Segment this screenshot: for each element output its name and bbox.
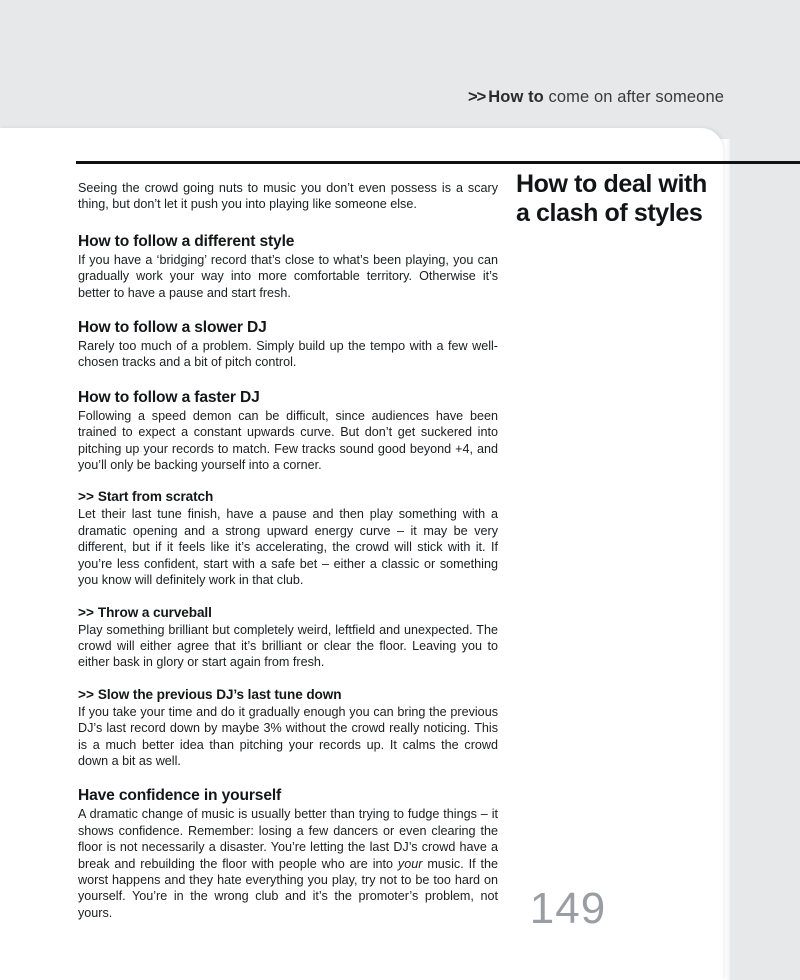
body-throw-a-curveball: Play something brilliant but completely weird, leftfield and unexpected. The crowd will either agree that it’s brilliant or clear the floor. Leaving you to either bask in glory or start again from fresh. [78,622,498,670]
running-header-strong: How to [488,88,544,106]
body-text-part1: A dramatic change of music is usually better than trying to fudge things – it shows confidence. Remember: losing a few dancers or even clearing the floor is not necessarily a disaster. You’re letting the last DJ’s crowd have a break and rebuilding the floor with people who are into [78,807,498,871]
sidebar-column [516,170,716,228]
right-margin-edge-shadow [726,139,730,980]
subheading-slow-previous-dj [78,686,498,703]
running-header-rest: come on after someone [548,88,724,106]
header-grey-band [0,0,800,139]
subheading-throw-a-curveball [78,604,498,621]
heading-have-confidence: Have confidence in yourself [78,787,282,805]
body-start-from-scratch: Let their last tune finish, have a pause and then play something with a dramatic opening and a strong upward energy curve – it may be very different, but if it feels like it’s accelerating, the crowd will stick with it. If you’re less confident, start with a safe bet – either a classic or something you know will definitely work in that club. [78,507,498,588]
subheading-label: Throw a curveball [97,604,212,620]
chevron-marker-icon: >> [78,489,94,505]
chevron-marker-icon: >> [467,88,486,106]
right-margin-strip [730,139,800,980]
emphasized-word: your [397,856,423,871]
header-divider-rule [76,161,800,164]
page-number: 149 [529,884,607,933]
body-text-part2: music. If the worst happens and they hate everything you play, try not to be too hard on yourself. You’re in the wrong club and it’s the promoter’s problem, not yours. [78,856,498,920]
main-text-column [78,180,498,921]
subheading-label: Slow the previous DJ’s last tune down [97,686,342,702]
intro-paragraph: Seeing the crowd going nuts to music you don’t even possess is a scary thing, but don’t let it push you into playing like someone else. [78,181,498,212]
chevron-marker-icon: >> [78,604,94,620]
body-have-confidence [78,806,498,921]
heading-follow-slower-dj: How to follow a slower DJ [78,319,267,337]
section-title: How to deal with a clash of styles [516,170,707,227]
body-follow-different-style: If you have a ‘bridging’ record that’s close to what’s been playing, you can gradually work your way into more comfortable territory. Otherwise it’s better to have a pause and start fresh. [78,252,498,300]
heading-follow-faster-dj: How to follow a faster DJ [78,388,260,406]
body-slow-previous-dj: If you take your time and do it gradually enough you can bring the previous DJ’s last record down by maybe 3% without the crowd really noticing. This is a much better idea than pitching your records up. It calms the crowd down a bit as well. [78,704,498,768]
chevron-marker-icon: >> [78,686,94,702]
body-follow-slower-dj: Rarely too much of a problem. Simply build up the tempo with a few well-chosen tracks and a bit of pitch control. [78,339,498,370]
heading-follow-different-style: How to follow a different style [78,232,295,250]
subheading-start-from-scratch [78,488,498,505]
running-header [0,88,724,107]
body-follow-faster-dj: Following a speed demon can be difficult, since audiences have been trained to expect a constant upwards curve. But don’t get suckered into pitching up your records to match. Few tracks sound good beyond +4, and you’ll only be backing yourself into a corner. [78,408,498,473]
subheading-label: Start from scratch [97,489,214,505]
